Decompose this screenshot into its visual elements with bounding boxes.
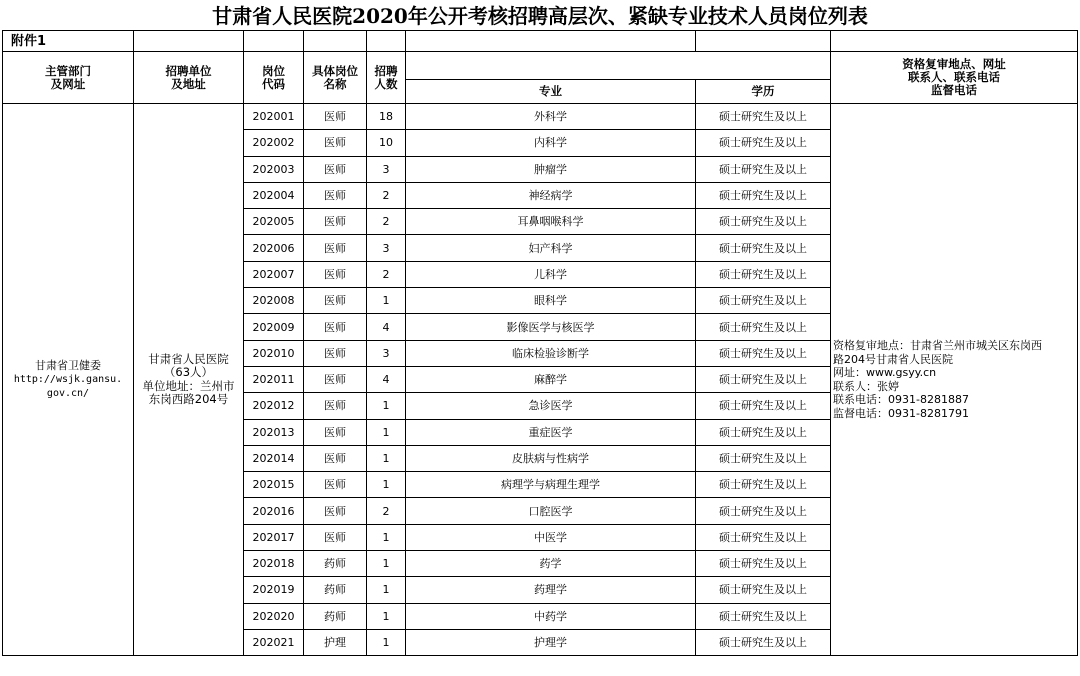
count-cell: 1 [367,603,406,629]
dept-url-line2: gov.cn/ [46,387,90,399]
code-cell: 202013 [244,419,304,445]
major-cell: 急诊医学 [406,393,696,419]
count-cell: 3 [367,156,406,182]
contact-line-address: 资格复审地点：甘肃省兰州市城关区东岗西 [833,339,1042,353]
code-cell: 202006 [244,235,304,261]
header-dept-line1: 主管部门 [45,63,91,78]
header-code-line1: 岗位 [262,63,285,78]
code-cell: 202017 [244,524,304,550]
edu-cell: 硕士研究生及以上 [696,182,831,208]
major-cell: 口腔医学 [406,498,696,524]
edu-cell: 硕士研究生及以上 [696,235,831,261]
major-cell: 肿瘤学 [406,156,696,182]
header-unit-line1: 招聘单位 [165,63,212,78]
header-row [3,52,1078,80]
edu-cell: 硕士研究生及以上 [696,629,831,655]
edu-cell: 硕士研究生及以上 [696,104,831,130]
contact-cell [831,104,1078,656]
code-cell: 202020 [244,603,304,629]
post-cell: 医师 [304,261,367,287]
major-cell: 眼科学 [406,288,696,314]
post-cell: 医师 [304,104,367,130]
edu-cell: 硕士研究生及以上 [696,156,831,182]
edu-cell: 硕士研究生及以上 [696,603,831,629]
post-cell: 医师 [304,393,367,419]
job-table [2,30,1078,656]
post-cell: 药师 [304,577,367,603]
edu-cell: 硕士研究生及以上 [696,314,831,340]
post-cell: 医师 [304,419,367,445]
unit-cell [134,104,244,656]
code-cell: 202014 [244,445,304,471]
major-cell: 儿科学 [406,261,696,287]
edu-cell: 硕士研究生及以上 [696,288,831,314]
major-cell: 重症医学 [406,419,696,445]
count-cell: 3 [367,340,406,366]
major-cell: 影像医学与核医学 [406,314,696,340]
contact-line-phone: 联系电话：0931-8281887 [833,393,969,407]
code-cell: 202019 [244,577,304,603]
annex-label: 附件1 [3,31,134,52]
count-cell: 1 [367,288,406,314]
header-contact [831,52,1078,104]
code-cell: 202001 [244,104,304,130]
code-cell: 202002 [244,130,304,156]
table-row [3,104,1078,130]
count-cell: 18 [367,104,406,130]
header-contact-line2: 联系人、联系电话 [908,70,1000,84]
header-contact-line1: 资格复审地点、网址 [902,57,1006,71]
edu-cell: 硕士研究生及以上 [696,524,831,550]
post-cell: 医师 [304,130,367,156]
header-dept-line2: 及网址 [50,76,86,91]
count-cell: 2 [367,261,406,287]
count-cell: 2 [367,182,406,208]
major-cell: 耳鼻咽喉科学 [406,209,696,235]
count-cell: 1 [367,524,406,550]
header-blank-cell [406,52,831,80]
edu-cell: 硕士研究生及以上 [696,261,831,287]
edu-cell: 硕士研究生及以上 [696,393,831,419]
dept-name: 甘肃省卫健委 [35,358,101,372]
header-code [244,52,304,104]
header-count-line1: 招聘 [374,63,398,78]
code-cell: 202003 [244,156,304,182]
post-cell: 医师 [304,366,367,392]
edu-cell: 硕士研究生及以上 [696,209,831,235]
count-cell: 10 [367,130,406,156]
major-cell: 内科学 [406,130,696,156]
header-code-line2: 代码 [262,76,285,91]
annex-blank-cell [304,31,367,52]
major-cell: 药理学 [406,577,696,603]
post-cell: 医师 [304,472,367,498]
contact-line-person: 联系人：张婷 [833,379,899,393]
major-cell: 妇产科学 [406,235,696,261]
header-post-line2: 名称 [323,76,347,91]
count-cell: 1 [367,472,406,498]
annex-blank-cell [696,31,831,52]
annex-blank-cell [406,31,696,52]
code-cell: 202004 [244,182,304,208]
edu-cell: 硕士研究生及以上 [696,340,831,366]
annex-blank-cell [134,31,244,52]
count-cell: 4 [367,366,406,392]
header-post-line1: 具体岗位 [312,63,358,78]
post-cell: 医师 [304,498,367,524]
header-unit [134,52,244,104]
count-cell: 1 [367,629,406,655]
post-cell: 医师 [304,340,367,366]
edu-cell: 硕士研究生及以上 [696,419,831,445]
major-cell: 护理学 [406,629,696,655]
edu-cell: 硕士研究生及以上 [696,130,831,156]
unit-address-line2: 东岗西路204号 [148,392,229,407]
code-cell: 202010 [244,340,304,366]
contact-line-address-cont: 路204号甘肃省人民医院 [833,352,953,366]
header-edu: 学历 [696,80,831,104]
code-cell: 202009 [244,314,304,340]
count-cell: 1 [367,419,406,445]
header-unit-line2: 及地址 [171,76,206,91]
edu-cell: 硕士研究生及以上 [696,445,831,471]
count-cell: 3 [367,235,406,261]
post-cell: 医师 [304,182,367,208]
code-cell: 202007 [244,261,304,287]
header-post [304,52,367,104]
unit-name: 甘肃省人民医院 [148,351,229,366]
code-cell: 202018 [244,551,304,577]
count-cell: 2 [367,209,406,235]
post-cell: 护理 [304,629,367,655]
code-cell: 202012 [244,393,304,419]
edu-cell: 硕士研究生及以上 [696,551,831,577]
post-cell: 医师 [304,288,367,314]
header-major: 专业 [406,80,696,104]
post-cell: 医师 [304,314,367,340]
header-dept [3,52,134,104]
count-cell: 4 [367,314,406,340]
annex-blank-cell [831,31,1078,52]
post-cell: 医师 [304,445,367,471]
contact-line-website: 网址：www.gsyy.cn [833,366,937,380]
post-cell: 医师 [304,524,367,550]
edu-cell: 硕士研究生及以上 [696,472,831,498]
contact-line-supervision: 监督电话：0931-8281791 [833,406,969,420]
major-cell: 临床检验诊断学 [406,340,696,366]
header-count-line2: 人数 [374,76,398,91]
post-cell: 药师 [304,603,367,629]
count-cell: 1 [367,551,406,577]
code-cell: 202016 [244,498,304,524]
code-cell: 202021 [244,629,304,655]
header-count [367,52,406,104]
major-cell: 外科学 [406,104,696,130]
post-cell: 医师 [304,156,367,182]
dept-cell [3,104,134,656]
major-cell: 病理学与病理生理学 [406,472,696,498]
major-cell: 药学 [406,551,696,577]
major-cell: 中药学 [406,603,696,629]
code-cell: 202011 [244,366,304,392]
major-cell: 神经病学 [406,182,696,208]
post-cell: 医师 [304,209,367,235]
count-cell: 1 [367,577,406,603]
unit-count: （63人） [163,365,214,380]
major-cell: 皮肤病与性病学 [406,445,696,471]
post-cell: 药师 [304,551,367,577]
major-cell: 麻醉学 [406,366,696,392]
count-cell: 1 [367,393,406,419]
count-cell: 1 [367,445,406,471]
annex-blank-cell [367,31,406,52]
post-cell: 医师 [304,235,367,261]
code-cell: 202008 [244,288,304,314]
count-cell: 2 [367,498,406,524]
annex-row [3,31,1078,52]
header-contact-line3: 监督电话 [931,83,977,97]
edu-cell: 硕士研究生及以上 [696,577,831,603]
annex-blank-cell [244,31,304,52]
dept-url-line1: http://wsjk.gansu. [13,373,123,385]
major-cell: 中医学 [406,524,696,550]
page-title: 甘肃省人民医院2020年公开考核招聘高层次、紧缺专业技术人员岗位列表 [212,4,868,28]
edu-cell: 硕士研究生及以上 [696,498,831,524]
unit-address-line1: 单位地址：兰州市 [142,378,235,393]
code-cell: 202005 [244,209,304,235]
edu-cell: 硕士研究生及以上 [696,366,831,392]
code-cell: 202015 [244,472,304,498]
